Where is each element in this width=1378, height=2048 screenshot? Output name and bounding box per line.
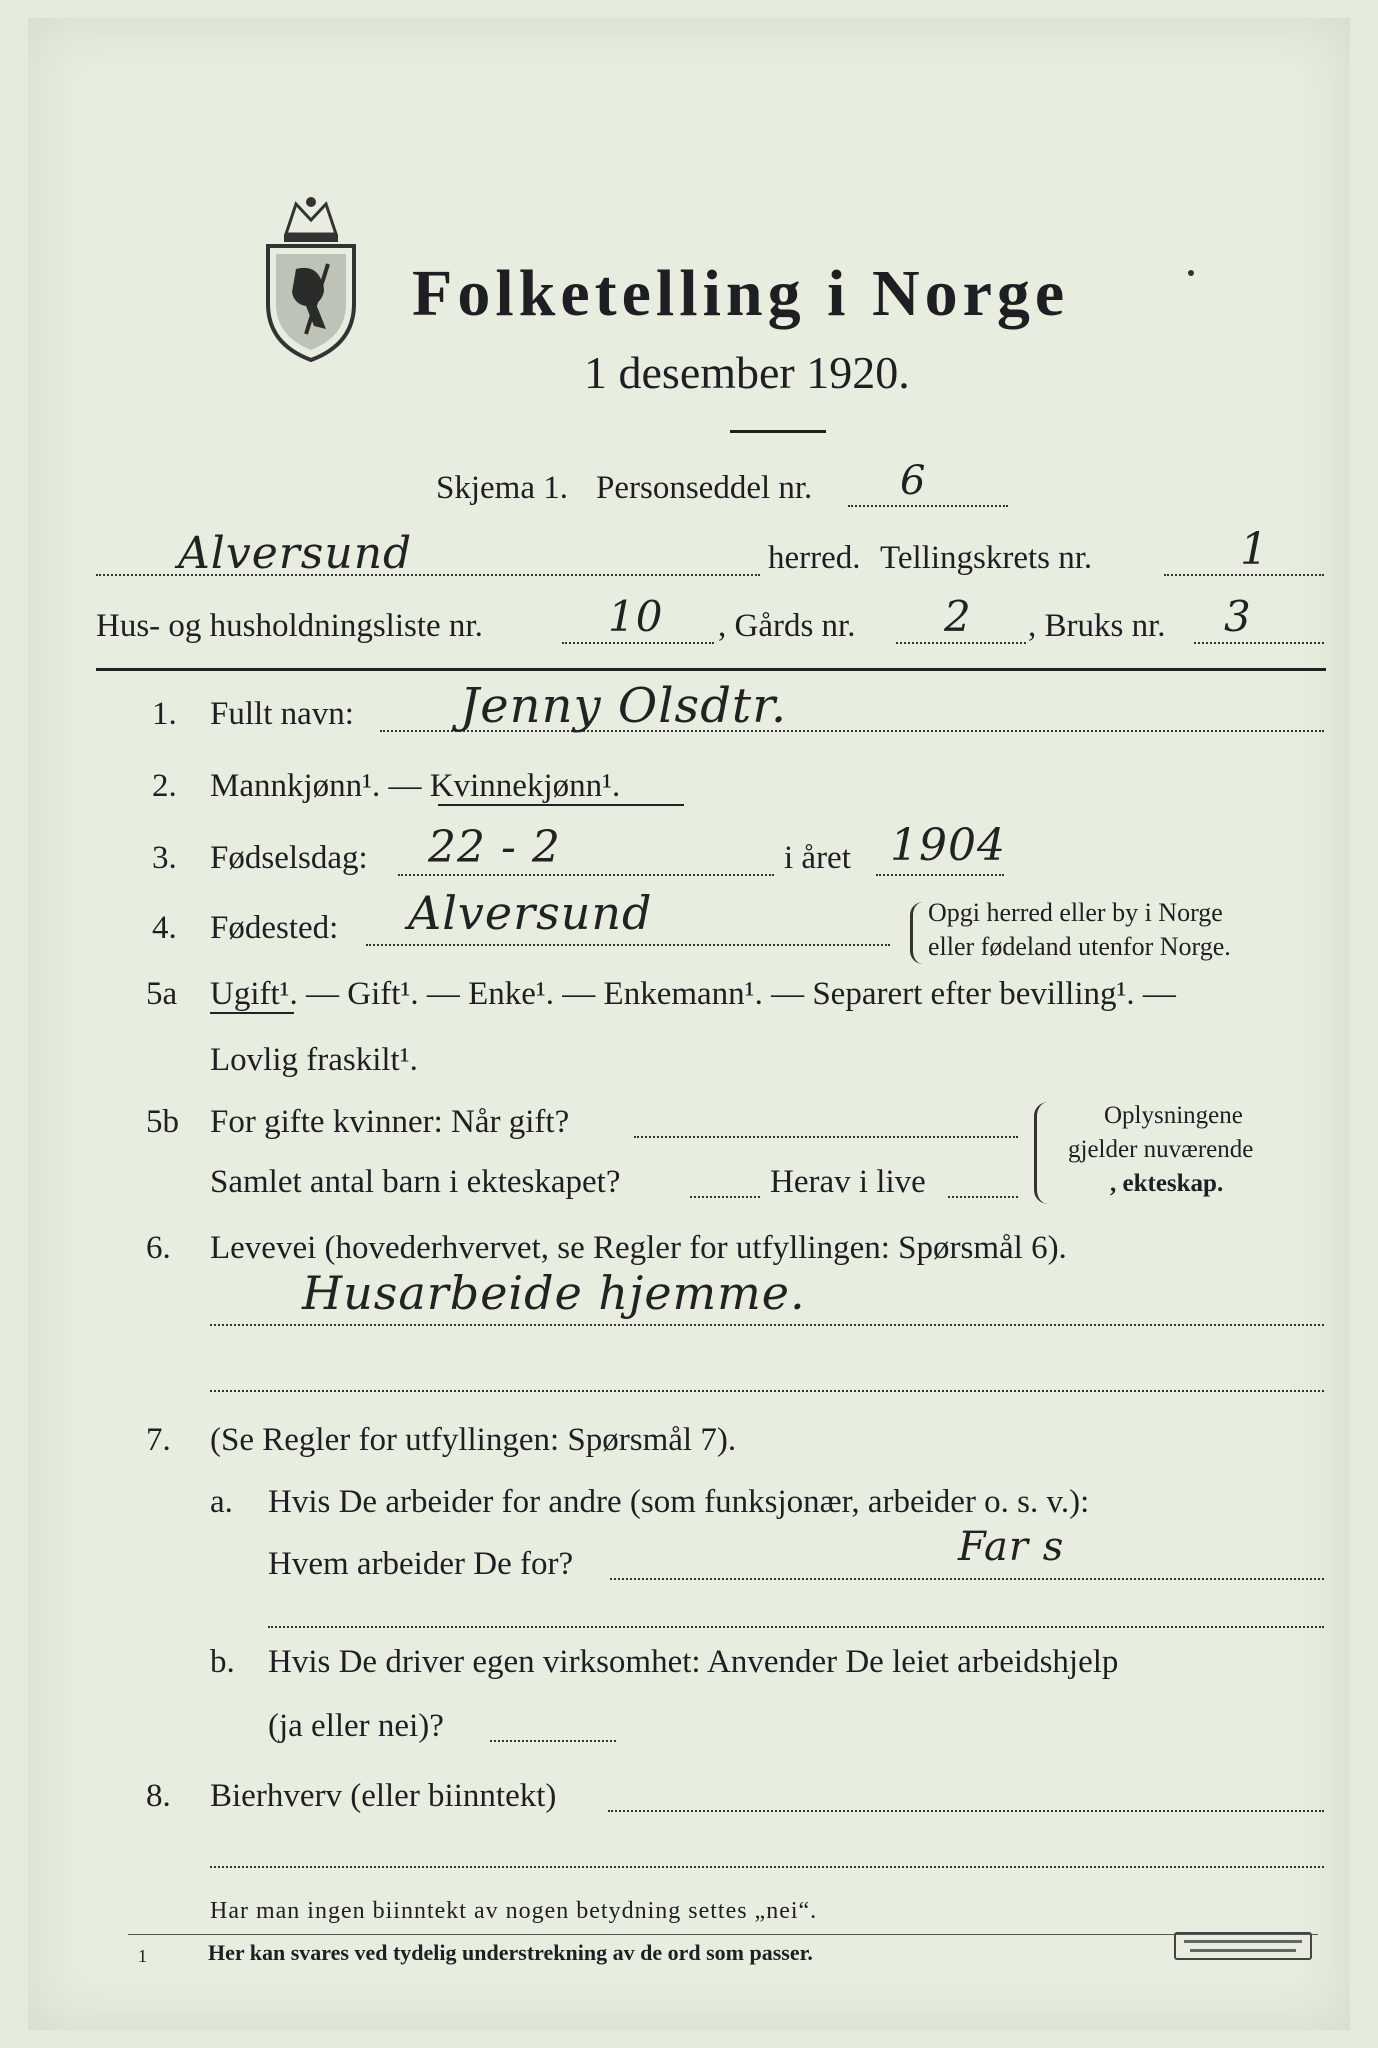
q5b-number: 5b bbox=[146, 1104, 179, 1140]
q5b-line1: For gifte kvinner: Når gift? bbox=[210, 1104, 570, 1140]
q6-label: Levevei (hovederhvervet, se Regler for utfyllingen: Spørsmål 6). bbox=[210, 1230, 1067, 1266]
header-divider bbox=[96, 668, 1326, 671]
herred-label: herred. bbox=[768, 540, 861, 576]
herred-value[interactable]: Alversund bbox=[178, 528, 413, 579]
q6-number: 6. bbox=[146, 1230, 171, 1266]
q5b-line1-dots bbox=[634, 1136, 1018, 1138]
q4-note-line2: eller fødeland utenfor Norge. bbox=[928, 932, 1231, 961]
q6-line1 bbox=[210, 1324, 1324, 1326]
q7-number: 7. bbox=[146, 1422, 171, 1458]
gards-line bbox=[896, 642, 1026, 644]
q8-label: Bierhverv (eller biinntekt) bbox=[210, 1778, 557, 1814]
year-label: i året bbox=[784, 840, 851, 876]
q7-label: (Se Regler for utfyllingen: Spørsmål 7). bbox=[210, 1422, 737, 1458]
bruks-label: , Bruks nr. bbox=[1028, 608, 1166, 644]
q7a-letter: a. bbox=[210, 1484, 233, 1520]
q5b-line2-dots bbox=[690, 1196, 760, 1198]
skjema-label: Skjema 1. bbox=[436, 470, 568, 506]
q4-number: 4. bbox=[152, 910, 177, 946]
q3-line bbox=[398, 874, 774, 876]
q7a-line2: Hvem arbeider De for? bbox=[268, 1546, 574, 1582]
q7a-line3-dots bbox=[268, 1626, 1324, 1628]
footer-note: Har man ingen biinntekt av nogen betydning settes „nei“. bbox=[210, 1898, 818, 1924]
gards-value[interactable]: 2 bbox=[944, 592, 972, 641]
q4-note-line1: Opgi herred eller by i Norge bbox=[928, 898, 1223, 927]
q5b-herav-dots bbox=[948, 1196, 1018, 1198]
year-line bbox=[876, 874, 1004, 876]
q7b-line2: (ja eller nei)? bbox=[268, 1708, 444, 1744]
footnote: Her kan svares ved tydelig understrekning av de ord som passer. bbox=[208, 1940, 813, 1965]
personseddel-value[interactable]: 6 bbox=[900, 458, 927, 504]
q5b-note-line3: , ekteskap. bbox=[1110, 1170, 1224, 1197]
herred-line bbox=[96, 574, 760, 576]
birthday-value[interactable]: 22 - 2 bbox=[428, 822, 561, 873]
q7a-line1: Hvis De arbeider for andre (som funksjonær, arbeider o. s. v.): bbox=[268, 1484, 1090, 1520]
q3-number: 3. bbox=[152, 840, 177, 876]
q7b-line1: Hvis De driver egen virksomhet: Anvender De leiet arbeidshjelp bbox=[268, 1644, 1119, 1680]
tellingskrets-value[interactable]: 1 bbox=[1240, 524, 1269, 575]
personseddel-label: Personseddel nr. bbox=[596, 470, 813, 506]
q5b-herav: Herav i live bbox=[770, 1164, 926, 1200]
title-dot bbox=[1188, 270, 1194, 276]
birth-year-value[interactable]: 1904 bbox=[890, 820, 1006, 871]
kvinnekjonn-underline bbox=[438, 804, 684, 806]
q7b-letter: b. bbox=[210, 1644, 235, 1680]
personseddel-line bbox=[848, 505, 1008, 507]
ugift-underline bbox=[210, 1012, 294, 1014]
q7b-line2-dots bbox=[490, 1740, 616, 1742]
q2-number: 2. bbox=[152, 768, 177, 804]
printer-stamp bbox=[1174, 1932, 1312, 1960]
gender-options[interactable]: Mannkjønn¹. — Kvinnekjønn¹. bbox=[210, 768, 621, 804]
gards-label: , Gårds nr. bbox=[718, 608, 856, 644]
q8-number: 8. bbox=[146, 1778, 171, 1814]
bruks-line bbox=[1194, 642, 1324, 644]
form-date: 1 desember 1920. bbox=[584, 347, 910, 398]
census-form bbox=[28, 18, 1350, 2030]
q8-line1 bbox=[608, 1810, 1324, 1812]
footnote-mark: 1 bbox=[138, 1946, 147, 1966]
occupation-value[interactable]: Husarbeide hjemme. bbox=[302, 1266, 806, 1320]
tellingskrets-label: Tellingskrets nr. bbox=[880, 540, 1093, 576]
q4-brace bbox=[910, 902, 923, 964]
q5b-note-line1: Oplysningene bbox=[1104, 1102, 1243, 1129]
q5a-number: 5a bbox=[146, 976, 178, 1012]
coat-of-arms-icon bbox=[256, 194, 366, 364]
husliste-label: Hus- og husholdningsliste nr. bbox=[96, 608, 483, 644]
q8-line2 bbox=[210, 1866, 1324, 1868]
q4-label: Fødested: bbox=[210, 910, 339, 946]
husliste-value[interactable]: 10 bbox=[608, 592, 664, 641]
q7a-line2-dots bbox=[610, 1578, 1324, 1580]
q1-label: Fullt navn: bbox=[210, 696, 354, 732]
q1-number: 1. bbox=[152, 696, 177, 732]
title-rule bbox=[730, 430, 826, 433]
full-name-value[interactable]: Jenny Olsdtr. bbox=[460, 678, 788, 734]
q4-line bbox=[366, 944, 890, 946]
marital-status-line2[interactable]: Lovlig fraskilt¹. bbox=[210, 1042, 418, 1078]
marital-status-options[interactable]: Ugift¹. — Gift¹. — Enke¹. — Enkemann¹. — Separert efter bevilling¹. — bbox=[210, 976, 1176, 1012]
q5b-line2: Samlet antal barn i ekteskapet? bbox=[210, 1164, 621, 1200]
q3-label: Fødselsdag: bbox=[210, 840, 368, 876]
q5b-brace bbox=[1034, 1102, 1049, 1204]
employer-value[interactable]: Far s bbox=[958, 1524, 1065, 1570]
husliste-line bbox=[562, 642, 714, 644]
footnote-rule bbox=[128, 1934, 1318, 1935]
bruks-value[interactable]: 3 bbox=[1224, 592, 1252, 641]
form-title: Folketelling i Norge bbox=[412, 257, 1070, 330]
q6-line2 bbox=[210, 1390, 1324, 1392]
birthplace-value[interactable]: Alversund bbox=[408, 886, 653, 940]
q5b-note-line2: gjelder nuværende bbox=[1068, 1136, 1254, 1163]
